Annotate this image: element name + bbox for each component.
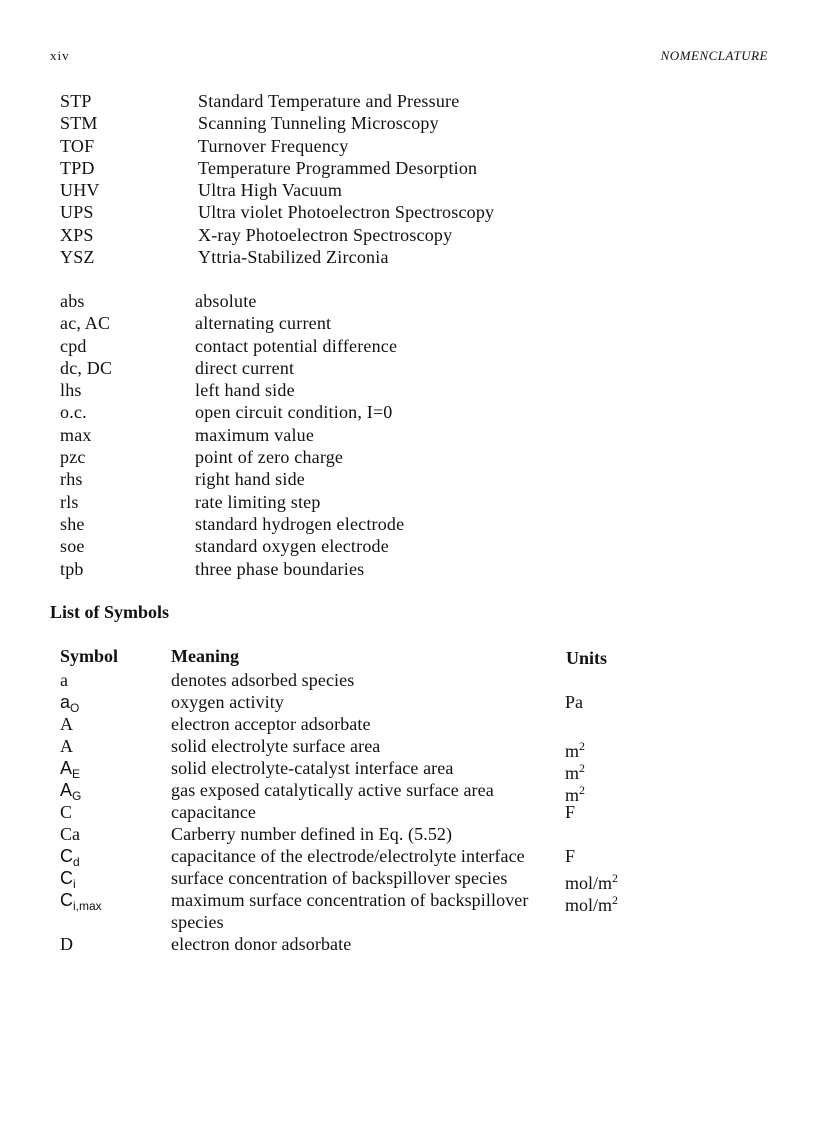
- unit-superscript: 2: [612, 871, 619, 885]
- abbreviation-definition: rate limiting step: [195, 491, 321, 512]
- symbol-main: A: [60, 780, 73, 800]
- symbol-meaning: solid electrolyte-catalyst interface area: [171, 758, 454, 778]
- abbreviation-definition: maximum value: [195, 424, 315, 445]
- symbol-subscript: i,max: [73, 899, 102, 913]
- abbreviation-definition: direct current: [195, 357, 295, 378]
- abbreviation-definition: Turnover Frequency: [198, 135, 349, 156]
- abbreviation-row: [60, 446, 620, 468]
- abbreviation-definition: left hand side: [195, 380, 295, 401]
- symbol-meaning: maximum surface concentration of backspillover species: [171, 890, 529, 932]
- symbol-main: C: [60, 802, 73, 822]
- abbreviation-definition: right hand side: [195, 469, 305, 490]
- symbol-main: D: [60, 934, 73, 954]
- symbol-meaning: capacitance: [171, 802, 257, 822]
- abbreviation-row: [60, 201, 620, 223]
- abbreviation: she: [60, 513, 85, 534]
- symbols-table: [60, 646, 660, 955]
- symbol-main: C: [60, 846, 73, 866]
- abbreviation-definition: alternating current: [195, 313, 332, 334]
- symbol-cell: [60, 669, 68, 691]
- symbol-cell: [60, 933, 73, 955]
- unit-base: F: [565, 846, 576, 866]
- abbreviation: abs: [60, 291, 85, 311]
- symbol-subscript: i: [73, 877, 76, 891]
- abbreviation: XPS: [60, 224, 94, 245]
- symbol-main: a: [60, 670, 68, 690]
- symbol-main: A: [60, 758, 73, 778]
- abbreviation-row: [60, 558, 620, 580]
- symbol-unit: [565, 845, 575, 867]
- abbreviation: UPS: [60, 202, 94, 223]
- abbreviation: STM: [60, 113, 98, 134]
- abbreviation-definition: Standard Temperature and Pressure: [198, 91, 460, 111]
- abbreviation-row: [60, 157, 620, 179]
- section-title: List of Symbols: [50, 602, 170, 622]
- symbol-row: [60, 867, 660, 893]
- abbreviation-row: [60, 513, 620, 535]
- abbreviation-definition: Yttria-Stabilized Zirconia: [198, 247, 389, 268]
- symbol-meaning: oxygen activity: [171, 692, 284, 712]
- abbreviation-definition: Ultra violet Photoelectron Spectroscopy: [198, 202, 495, 223]
- symbol-row: [60, 691, 660, 713]
- abbreviation-row: [60, 468, 620, 490]
- symbol-row: [60, 889, 660, 933]
- symbol-cell: [60, 713, 73, 735]
- abbreviation: tpb: [60, 558, 84, 579]
- abbreviation: UHV: [60, 180, 100, 201]
- unit-superscript: 2: [579, 739, 586, 753]
- abbreviation-row: [60, 112, 620, 134]
- abbreviation: pzc: [60, 447, 86, 468]
- symbol-subscript: E: [72, 767, 81, 781]
- abbreviation-definition: open circuit condition, I=0: [195, 402, 393, 423]
- unit-superscript: 2: [612, 893, 619, 907]
- symbol-meaning: electron acceptor adsorbate: [171, 714, 371, 734]
- symbol-unit: [565, 801, 575, 823]
- symbol-row: [60, 735, 660, 761]
- unit-base: mol/m: [565, 873, 613, 893]
- symbol-meaning: Carberry number defined in Eq. (5.52): [171, 824, 453, 844]
- symbol-main: Ca: [60, 824, 80, 844]
- abbreviation-row: [60, 401, 620, 423]
- symbol-meaning: solid electrolyte surface area: [171, 736, 381, 756]
- page-number: xiv: [50, 48, 70, 63]
- symbol-subscript: d: [73, 855, 80, 869]
- symbol-cell: [60, 889, 102, 917]
- symbol-main: a: [60, 692, 71, 712]
- symbol-meaning: electron donor adsorbate: [171, 934, 352, 954]
- unit-base: Pa: [565, 692, 583, 712]
- symbols-table-header: [60, 646, 660, 669]
- symbol-subscript: G: [72, 789, 82, 803]
- abbreviation-list-uppercase: [60, 90, 620, 268]
- abbreviation-list-lowercase: [60, 290, 620, 580]
- abbreviation: STP: [60, 91, 92, 111]
- abbreviation: rls: [60, 491, 79, 512]
- symbol-row: [60, 845, 660, 867]
- abbreviation-definition: Ultra High Vacuum: [198, 180, 343, 201]
- abbreviation-definition: three phase boundaries: [195, 558, 365, 579]
- abbreviation: TPD: [60, 157, 95, 178]
- symbol-unit: [565, 889, 618, 916]
- unit-base: m: [565, 763, 580, 783]
- abbreviation: TOF: [60, 135, 95, 156]
- unit-base: mol/m: [565, 895, 613, 915]
- symbol-meaning: capacitance of the electrode/electrolyte interface: [171, 846, 525, 866]
- symbol-main: C: [60, 868, 73, 888]
- unit-base: F: [565, 802, 576, 822]
- unit-base: m: [565, 741, 580, 761]
- abbreviation-row: [60, 246, 620, 268]
- abbreviation-definition: absolute: [195, 291, 257, 311]
- symbol-row: [60, 933, 660, 955]
- abbreviation-row: [60, 90, 620, 112]
- abbreviation: dc, DC: [60, 357, 113, 378]
- unit-base: m: [565, 785, 580, 805]
- abbreviation-row: [60, 290, 620, 312]
- header-units: Units: [566, 648, 608, 668]
- abbreviation-row: [60, 312, 620, 334]
- abbreviation: soe: [60, 536, 85, 557]
- unit-superscript: 2: [579, 761, 586, 775]
- symbol-unit: [565, 691, 583, 713]
- symbol-cell: [60, 823, 80, 845]
- symbol-row: [60, 801, 660, 823]
- unit-superscript: 2: [579, 783, 586, 797]
- abbreviation-definition: contact potential difference: [195, 335, 398, 356]
- symbol-meaning: surface concentration of backspillover species: [171, 868, 508, 888]
- abbreviation-definition: standard oxygen electrode: [195, 536, 389, 557]
- symbol-cell: [60, 735, 73, 757]
- abbreviation: max: [60, 424, 92, 445]
- abbreviation: cpd: [60, 335, 87, 356]
- header-symbol: Symbol: [60, 646, 119, 666]
- abbreviation-definition: standard hydrogen electrode: [195, 513, 405, 534]
- symbol-main: A: [60, 714, 73, 734]
- symbol-row: [60, 823, 660, 845]
- abbreviation: ac, AC: [60, 313, 111, 334]
- abbreviation-row: [60, 135, 620, 157]
- symbol-cell: [60, 801, 72, 823]
- abbreviation: o.c.: [60, 402, 87, 423]
- abbreviation-row: [60, 224, 620, 246]
- abbreviation-row: [60, 424, 620, 446]
- symbol-meaning: denotes adsorbed species: [171, 670, 355, 690]
- abbreviation-row: [60, 179, 620, 201]
- abbreviation-row: [60, 491, 620, 513]
- running-title: NOMENCLATURE: [660, 48, 768, 63]
- symbol-main: A: [60, 736, 73, 756]
- symbol-row: [60, 713, 660, 735]
- header-meaning: Meaning: [171, 646, 240, 666]
- symbol-meaning: gas exposed catalytically active surface area: [171, 780, 494, 800]
- abbreviation-definition: point of zero charge: [195, 447, 344, 468]
- abbreviation-row: [60, 535, 620, 557]
- symbol-row: [60, 669, 660, 691]
- abbreviation-definition: Temperature Programmed Desorption: [198, 157, 478, 178]
- abbreviation-row: [60, 335, 620, 357]
- symbol-main: C: [60, 890, 73, 910]
- symbol-row: [60, 757, 660, 783]
- abbreviation: rhs: [60, 469, 83, 490]
- abbreviation-row: [60, 357, 620, 379]
- abbreviation: lhs: [60, 380, 82, 401]
- abbreviation-row: [60, 379, 620, 401]
- symbols-table-body: [60, 669, 660, 955]
- symbol-subscript: O: [70, 701, 80, 715]
- symbol-row: [60, 779, 660, 805]
- abbreviation: YSZ: [60, 247, 95, 268]
- abbreviation-definition: X-ray Photoelectron Spectroscopy: [198, 224, 453, 245]
- abbreviation-definition: Scanning Tunneling Microscopy: [198, 113, 439, 134]
